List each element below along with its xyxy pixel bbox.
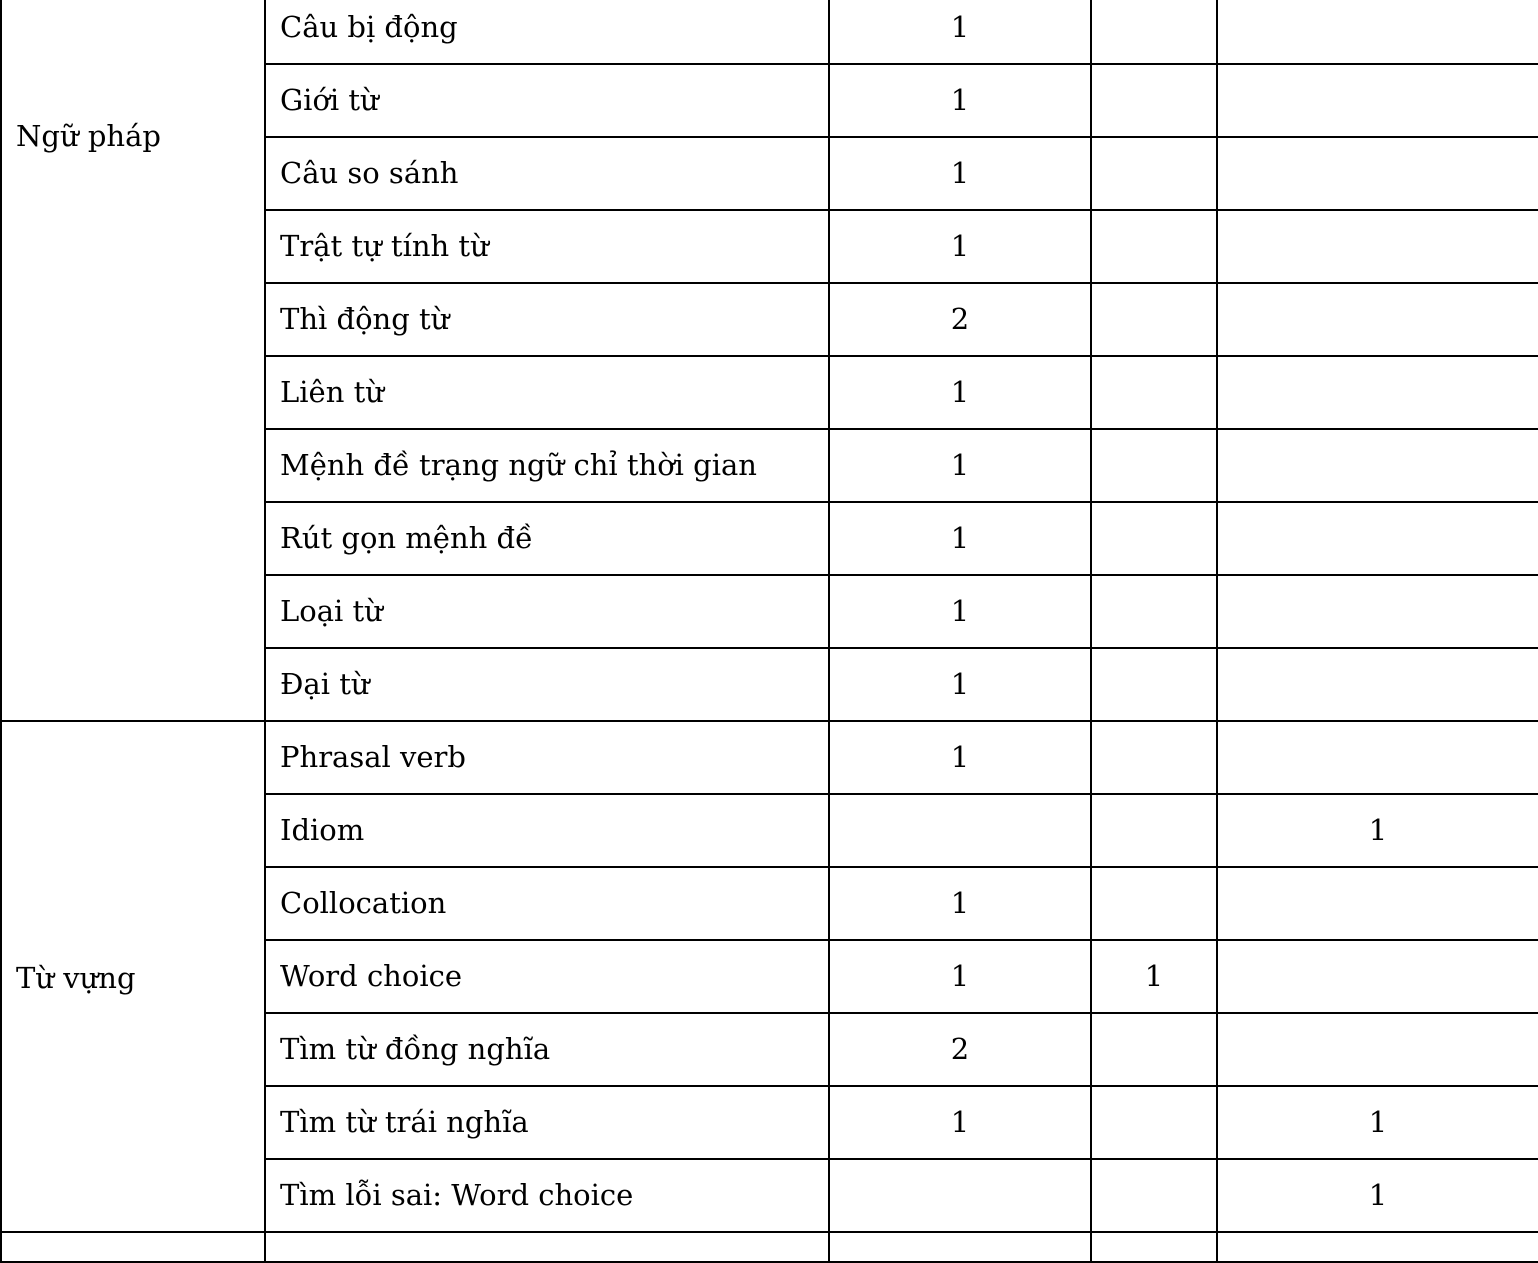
count-cell-2	[1091, 1159, 1217, 1232]
count-cell-1: 1	[829, 575, 1091, 648]
partial-cell	[1, 1232, 265, 1262]
topic-cell: Câu so sánh	[265, 137, 829, 210]
topic-cell: Rút gọn mệnh đề	[265, 502, 829, 575]
count-cell-3	[1217, 940, 1538, 1013]
count-cell-2	[1091, 0, 1217, 64]
partial-cell	[1217, 1232, 1538, 1262]
count-cell-2	[1091, 210, 1217, 283]
topic-cell: Giới từ	[265, 64, 829, 137]
count-cell-3	[1217, 210, 1538, 283]
count-cell-1: 1	[829, 64, 1091, 137]
partial-cell	[829, 1232, 1091, 1262]
category-cell	[1, 0, 265, 721]
topic-cell: Idiom	[265, 794, 829, 867]
topic-cell: Tìm từ trái nghĩa	[265, 1086, 829, 1159]
count-cell-2	[1091, 575, 1217, 648]
count-cell-2	[1091, 64, 1217, 137]
count-cell-2	[1091, 1086, 1217, 1159]
count-cell-2	[1091, 356, 1217, 429]
count-cell-3	[1217, 64, 1538, 137]
category-label: Ngữ pháp	[16, 119, 161, 153]
partial-cell	[1091, 1232, 1217, 1262]
count-cell-3	[1217, 867, 1538, 940]
count-cell-3	[1217, 429, 1538, 502]
count-cell-1	[829, 1159, 1091, 1232]
count-cell-3: 1	[1217, 1086, 1538, 1159]
count-cell-3	[1217, 356, 1538, 429]
topic-cell: Word choice	[265, 940, 829, 1013]
count-cell-1: 1	[829, 0, 1091, 64]
count-cell-2	[1091, 502, 1217, 575]
count-cell-3	[1217, 648, 1538, 721]
count-cell-2	[1091, 867, 1217, 940]
table-row	[1, 0, 1538, 64]
topic-cell: Loại từ	[265, 575, 829, 648]
topic-cell: Tìm lỗi sai: Word choice	[265, 1159, 829, 1232]
topic-cell: Tìm từ đồng nghĩa	[265, 1013, 829, 1086]
count-cell-1: 1	[829, 356, 1091, 429]
topic-cell: Phrasal verb	[265, 721, 829, 794]
topic-cell: Liên từ	[265, 356, 829, 429]
count-cell-3	[1217, 137, 1538, 210]
count-cell-2	[1091, 1013, 1217, 1086]
count-cell-2	[1091, 648, 1217, 721]
count-cell-3	[1217, 721, 1538, 794]
topic-cell: Mệnh đề trạng ngữ chỉ thời gian	[265, 429, 829, 502]
topic-cell: Thì động từ	[265, 283, 829, 356]
count-cell-1: 1	[829, 1086, 1091, 1159]
topic-cell: Câu bị động	[265, 0, 829, 64]
count-cell-1: 1	[829, 210, 1091, 283]
count-cell-1: 1	[829, 429, 1091, 502]
count-cell-1	[829, 794, 1091, 867]
category-label: Từ vựng	[16, 961, 136, 995]
category-cell	[1, 721, 265, 1232]
count-cell-1: 1	[829, 940, 1091, 1013]
count-cell-3: 1	[1217, 1159, 1538, 1232]
count-cell-3	[1217, 283, 1538, 356]
count-cell-1: 1	[829, 721, 1091, 794]
count-cell-1: 2	[829, 1013, 1091, 1086]
count-cell-2	[1091, 283, 1217, 356]
partial-cell	[265, 1232, 829, 1262]
table-row	[1, 721, 1538, 794]
count-cell-2: 1	[1091, 940, 1217, 1013]
table-row-partial	[1, 1232, 1538, 1262]
count-cell-3	[1217, 502, 1538, 575]
count-cell-3	[1217, 1013, 1538, 1086]
count-cell-2	[1091, 429, 1217, 502]
count-cell-2	[1091, 137, 1217, 210]
count-cell-1: 1	[829, 502, 1091, 575]
count-cell-3	[1217, 575, 1538, 648]
count-cell-1: 1	[829, 867, 1091, 940]
count-cell-2	[1091, 721, 1217, 794]
topic-cell: Collocation	[265, 867, 829, 940]
topic-cell: Đại từ	[265, 648, 829, 721]
count-cell-1: 1	[829, 648, 1091, 721]
count-cell-2	[1091, 794, 1217, 867]
count-cell-1: 1	[829, 137, 1091, 210]
count-cell-1: 2	[829, 283, 1091, 356]
count-cell-3: 1	[1217, 794, 1538, 867]
count-cell-3	[1217, 0, 1538, 64]
topic-cell: Trật tự tính từ	[265, 210, 829, 283]
